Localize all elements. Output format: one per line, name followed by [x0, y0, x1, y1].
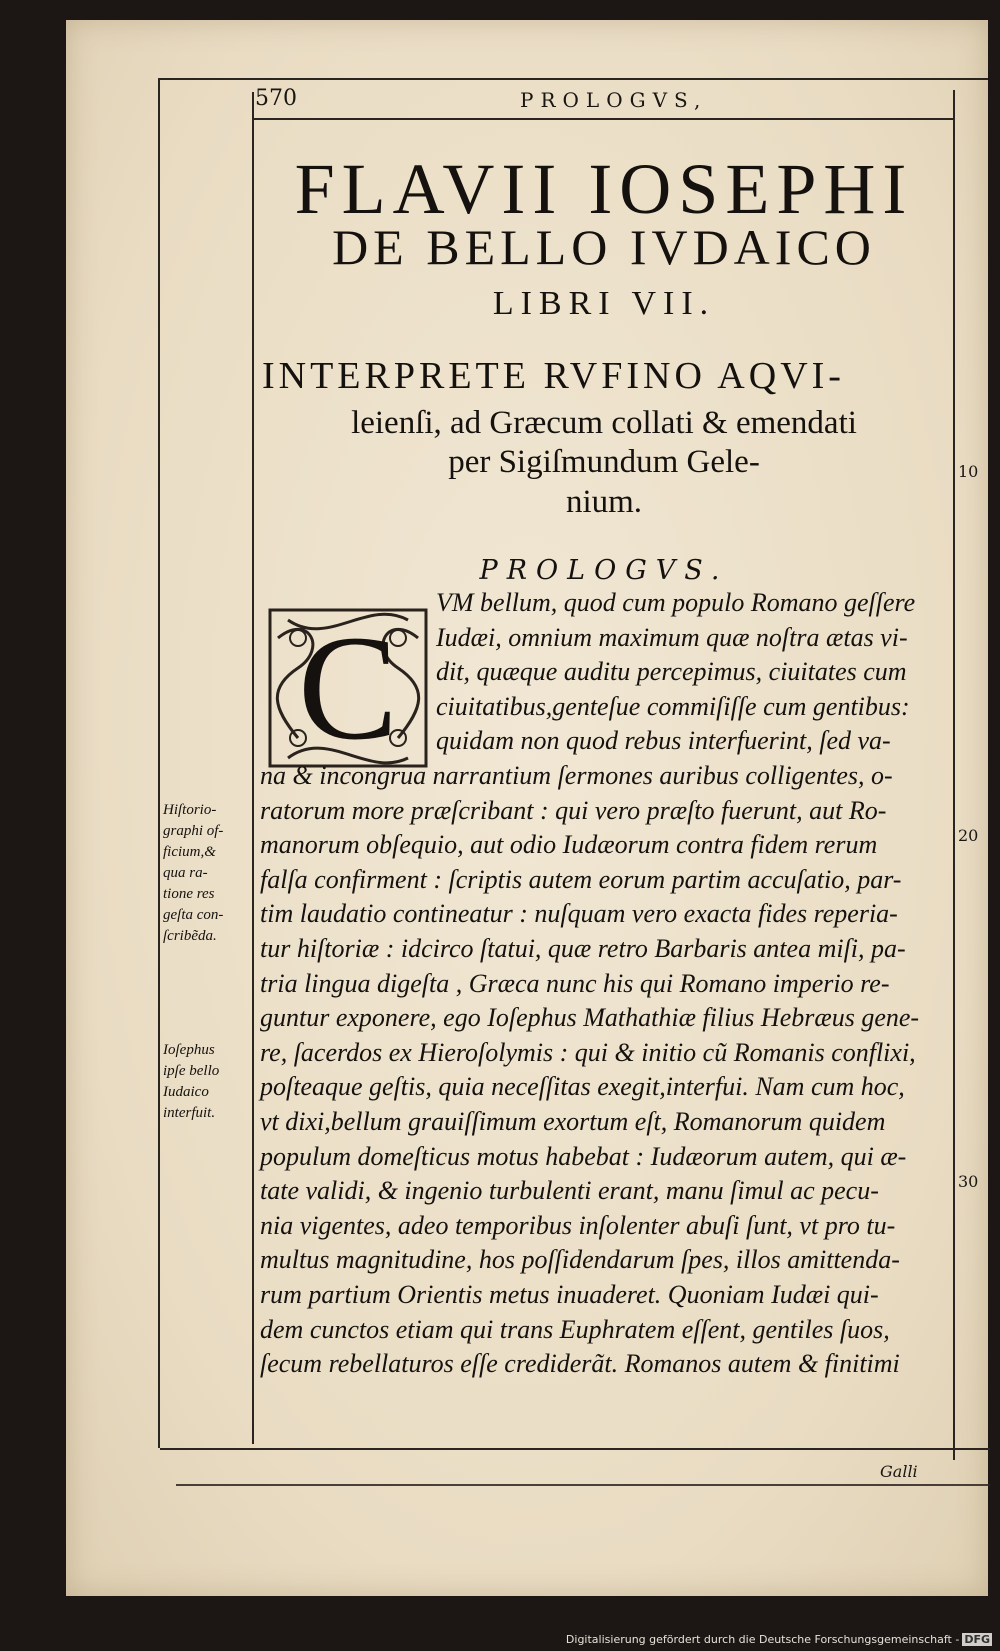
body-line: ſecum rebellaturos eſſe crediderãt. Romanos autem & finitimi	[260, 1349, 900, 1379]
margin-note-line: Ioſephus	[163, 1042, 215, 1058]
margin-note-line: ſcribẽda.	[163, 928, 217, 944]
frame-rule-top	[158, 78, 988, 80]
initial-letter: C	[297, 605, 399, 771]
body-line: Iudæi, omnium maximum quæ noſtra ætas vi-	[436, 622, 908, 652]
margin-note-line: tione res	[163, 886, 215, 902]
title-line-2: DE BELLO IVDAICO	[332, 219, 876, 275]
body-line: tim laudatio contineatur : nuſquam vero exacta fides reperia-	[260, 899, 898, 929]
body-line: vt dixi,bellum grauiſſimum exortum eſt, Romanorum quidem	[260, 1107, 886, 1136]
subtitle-line-4: nium.	[565, 484, 643, 520]
margin-note-line: qua ra-	[163, 865, 208, 881]
body-line: dit, quæque auditu percepimus, ciuitates cum	[436, 657, 907, 687]
subtitle-line-3: per Sigiſmundum Gele-	[448, 444, 760, 480]
catchword: Galli	[880, 1462, 918, 1481]
body-line: ciuitatibus,genteſue commiſiſſe cum gentibus:	[436, 691, 910, 721]
title-line-1: FLAVII IOSEPHI	[294, 149, 914, 229]
margin-note-line: ficium,&	[163, 844, 216, 860]
line-number: 10	[958, 462, 979, 481]
body-line: dem cunctos etiam qui trans Euphratem eſſent, gentiles ſuos,	[260, 1314, 890, 1344]
margin-note-line: graphi of-	[163, 823, 224, 839]
body-line: falſa confirment : ſcriptis autem eorum partim accuſatio, par-	[260, 864, 902, 894]
body-line: multus magnitudine, hos poſſidendarum ſpes, illos amittenda-	[260, 1245, 900, 1275]
margin-note-line: geſta con-	[163, 907, 224, 923]
title-line-3: LIBRI VII.	[492, 285, 716, 322]
decorated-initial	[268, 605, 428, 771]
section-title: PROLOGVS.	[479, 555, 729, 586]
subtitle-line-2: leienſi, ad Græcum collati & emendati	[351, 405, 857, 441]
footer-rule-lower	[176, 1484, 990, 1486]
funding-text: Digitalisierung gefördert durch die Deutsche Forschungsgemeinschaft -	[565, 1633, 960, 1646]
body-line: guntur exponere, ego Ioſephus Mathathiæ filius Hebræus gene-	[260, 1003, 920, 1033]
header-rule	[254, 118, 954, 120]
body-line: re, ſacerdos ex Hieroſolymis : qui & initio cũ Romanis conflixi,	[260, 1037, 916, 1067]
margin-note-line: Hiſtorio-	[163, 802, 217, 818]
footer-rule	[160, 1448, 990, 1450]
margin-note	[163, 800, 247, 947]
dfg-logo: DFG	[964, 1633, 990, 1646]
line-number: 30	[958, 1172, 979, 1191]
body-line: tria lingua digeſta , Græca nunc his qui Romano imperio re-	[260, 968, 890, 998]
page-number: 570	[255, 86, 297, 111]
body-line: tate validi, & ingenio turbulenti erant, manu ſimul ac pecu-	[260, 1176, 879, 1206]
body-line: nia vigentes, adeo temporibus inſolenter abuſi ſunt, vt pro tu-	[260, 1210, 896, 1240]
line-number: 20	[958, 826, 979, 845]
body-line: populum domeſticus motus habebat : Iudæorum autem, qui æ-	[260, 1141, 907, 1171]
frame-rule-left	[158, 78, 160, 1448]
margin-note-line: ipſe bello	[163, 1063, 220, 1079]
margin-note	[163, 1040, 247, 1124]
body-line: na & incongrua narrantium ſermones auribus colligentes, o-	[260, 761, 893, 790]
body-line: poſteaque geſtis, quia neceſſitas exegit,interfui. Nam cum hoc,	[260, 1072, 905, 1102]
subtitle-line-1: INTERPRETE RVFINO AQVI-	[262, 355, 845, 397]
funding-note	[566, 1633, 992, 1646]
running-head: PROLOGVS,	[520, 88, 708, 112]
body-line: manorum obſequio, aut odio Iudæorum contra fidem rerum	[260, 830, 878, 860]
body-line: rum partium Orientis metus inuaderet. Quoniam Iudæi qui-	[260, 1280, 879, 1309]
margin-note-line: Iudaico	[163, 1084, 209, 1100]
body-line: quidam non quod rebus interfuerint, ſed va-	[436, 726, 891, 756]
margin-note-line: interfuit.	[163, 1105, 216, 1121]
body-line: VM bellum, quod cum populo Romano geſſere	[436, 588, 916, 617]
body-line: ratorum more præſcribant : qui vero præſto fuerunt, aut Ro-	[260, 795, 887, 825]
body-line: tur hiſtoriæ : idcirco ſtatui, quæ retro Barbaris antea miſi, pa-	[260, 934, 906, 963]
